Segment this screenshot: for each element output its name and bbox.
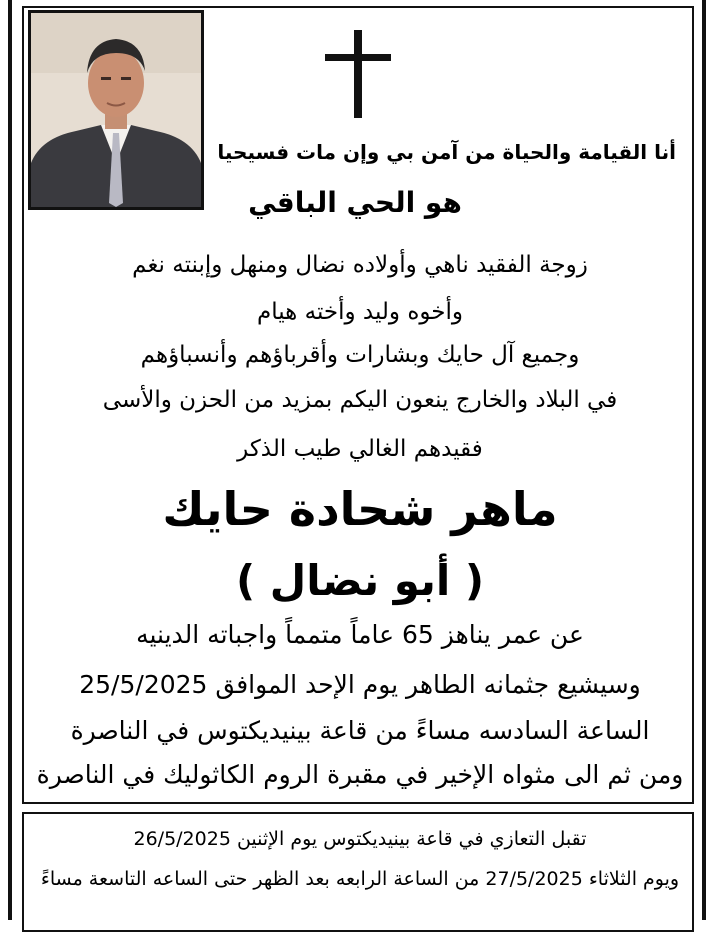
deceased-name: ماهر شحادة حايك [162, 482, 558, 536]
cross-icon [325, 30, 391, 118]
announcement-line: وأخوه وليد وأخته هيام [256, 299, 463, 325]
deceased-nickname: ( أبو نضال ) [235, 556, 485, 605]
funeral-detail-line: الساعة السادسه مساءً من قاعة بينيديكتوس في الناصرة [70, 716, 650, 745]
announcement-line: زوجة الفقيد ناهي وأولاده نضال ومنهل وإبنته نغم [132, 252, 588, 278]
funeral-detail-line: وسيشيع جثمانه الطاهر يوم الإحد الموافق 25/5/2025 [79, 670, 641, 699]
portrait-illustration [31, 13, 201, 207]
condolence-line: تقبل التعازي في قاعة بينيديكتوس يوم الإثنين 26/5/2025 [133, 828, 587, 850]
announcement-line: في البلاد والخارج ينعون اليكم بمزيد من الحزن والأسى [102, 387, 618, 413]
bible-verse: أنا القيامة والحياة من آمن بي وإن مات فسيحيا [217, 140, 676, 164]
funeral-detail-line: ومن ثم الى مثواه الإخير في مقبرة الروم الكاثوليك في الناصرة [36, 760, 684, 789]
announcement-line: فقيدهم الغالي طيب الذكر [237, 436, 483, 462]
condolence-line: ويوم الثلاثاء 27/5/2025 من الساعة الرابعه بعد الظهر حتى الساعه التاسعة مساءً [40, 868, 680, 890]
funeral-detail-line: عن عمر يناهز 65 عاماً متمماً واجباته الدينيه [136, 620, 584, 649]
announcement-line: وجميع آل حايك وبشارات وأقرباؤهم وأنسباؤهم [140, 342, 580, 368]
deceased-portrait [28, 10, 204, 210]
living-heading: هو الحي الباقي [248, 186, 462, 219]
